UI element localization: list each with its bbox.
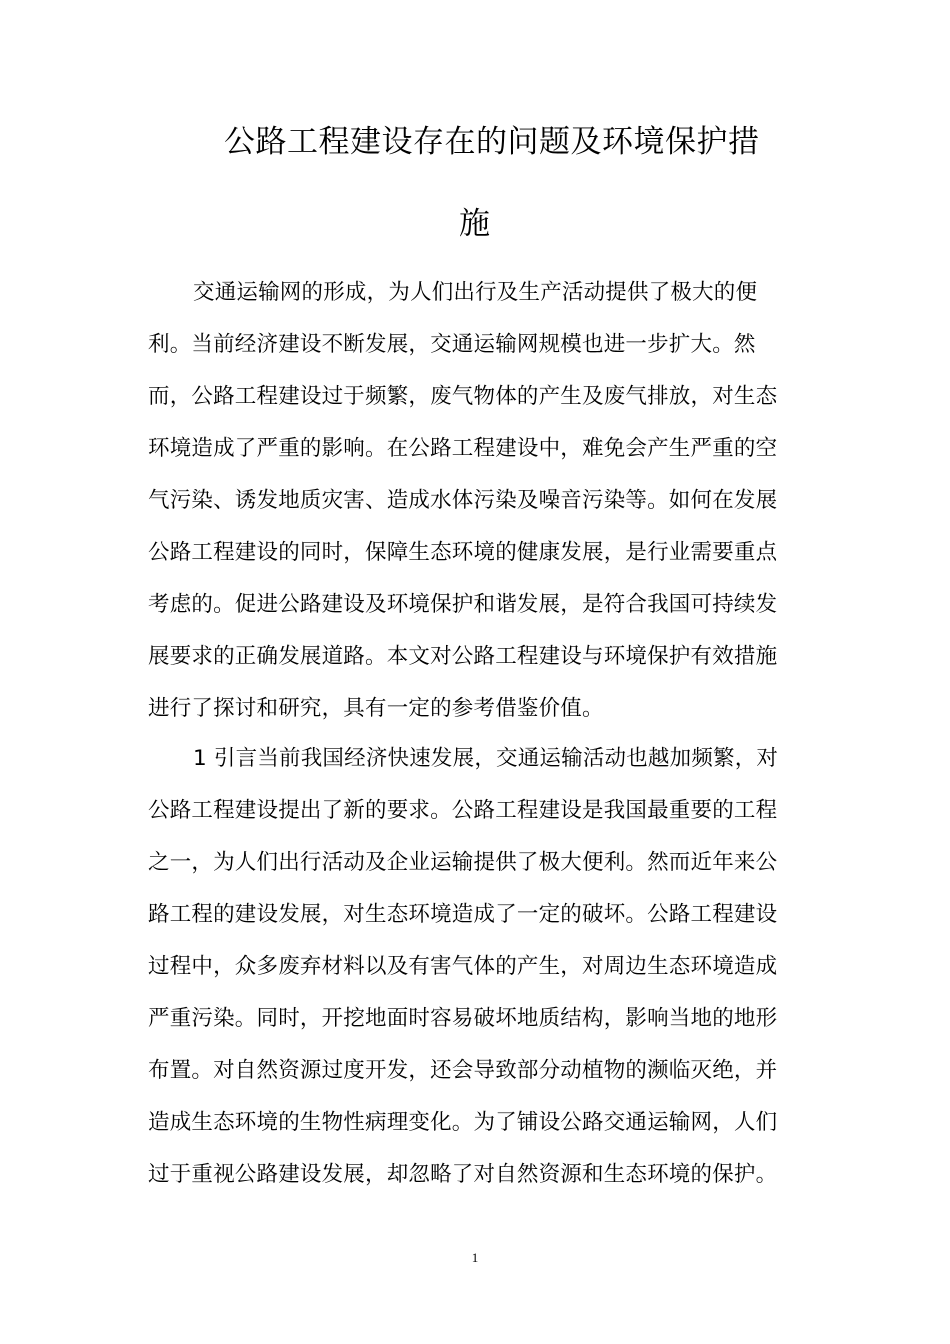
paragraph-line: 布置。对自然资源过度开发，还会导致部分动植物的濒临灭绝，并 bbox=[148, 1058, 778, 1083]
page-number: 1 bbox=[471, 1250, 479, 1265]
paragraph-line: 严重污染。同时，开挖地面时容易破坏地质结构，影响当地的地形 bbox=[148, 1006, 778, 1031]
paragraph-line: 气污染、诱发地质灾害、造成水体污染及噪音污染等。如何在发展 bbox=[148, 488, 778, 513]
document-title-line-1: 公路工程建设存在的问题及环境保护措 bbox=[224, 124, 760, 160]
paragraph-line: 考虑的。促进公路建设及环境保护和谐发展，是符合我国可持续发 bbox=[148, 592, 778, 617]
paragraph-line: 过于重视公路建设发展，却忽略了对自然资源和生态环境的保护。 bbox=[148, 1162, 778, 1187]
paragraph-line: 公路工程建设的同时，保障生态环境的健康发展，是行业需要重点 bbox=[148, 540, 778, 565]
paragraph-line: 交通运输网的形成，为人们出行及生产活动提供了极大的便 bbox=[193, 280, 758, 305]
paragraph-line: 1 引言当前我国经济快速发展，交通运输活动也越加频繁，对 bbox=[193, 746, 779, 771]
paragraph-line: 环境造成了严重的影响。在公路工程建设中，难免会产生严重的空 bbox=[148, 436, 778, 461]
document-title-line-2: 施 bbox=[459, 206, 491, 242]
paragraph-line: 之一，为人们出行活动及企业运输提供了极大便利。然而近年来公 bbox=[148, 850, 778, 875]
paragraph-line: 过程中，众多废弃材料以及有害气体的产生，对周边生态环境造成 bbox=[148, 954, 778, 979]
paragraph-line: 公路工程建设提出了新的要求。公路工程建设是我国最重要的工程 bbox=[148, 798, 778, 823]
paragraph-line: 而，公路工程建设过于频繁，废气物体的产生及废气排放，对生态 bbox=[148, 384, 778, 409]
paragraph-line: 展要求的正确发展道路。本文对公路工程建设与环境保护有效措施 bbox=[148, 644, 778, 669]
paragraph-line: 进行了探讨和研究，具有一定的参考借鉴价值。 bbox=[148, 696, 604, 721]
paragraph-line: 路工程的建设发展，对生态环境造成了一定的破坏。公路工程建设 bbox=[148, 902, 778, 927]
paragraph-line: 造成生态环境的生物性病理变化。为了铺设公路交通运输网，人们 bbox=[148, 1110, 778, 1135]
paragraph-line: 利。当前经济建设不断发展，交通运输网规模也进一步扩大。然 bbox=[148, 332, 756, 357]
